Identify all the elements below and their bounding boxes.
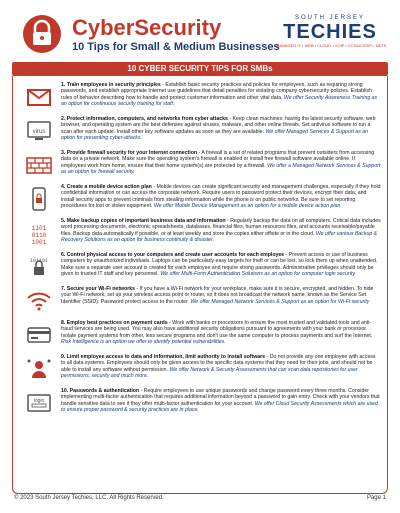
tip-item xyxy=(17,286,381,316)
tip-body: - A firewall is a set of related programs that prevent outsiders from accessing data on a private network. Make sure the operating system's firewall is enabled or install free firewall software available online. If employees work from home, ensure that their home system(s) are protected by a firewall. xyxy=(61,150,375,169)
tip-offer: We offer Security Awareness Training as an option for continuous security training for staff. xyxy=(61,94,378,107)
tip-offer: We offer Managed Services & Support as an option for preventing cyber-attacks. xyxy=(61,128,369,141)
tip-offer: We offer Network & Security Assessments that can scan data repositories for user permissions, security and much more. xyxy=(61,366,358,379)
tip-body: - Work with banks or processors to ensure the most trusted and validated tools and anti-fraud services are being used. You may also have additional security obligations pursuant to agreements with your bank or processor. Isolate payment systems from other, less secure programs and don't use the same computer to process payments and surf the Internet. xyxy=(61,320,373,339)
tip-text xyxy=(61,82,381,107)
brand-tagline: MANAGED IT • WEB • CLOUD • VOIP • CCSA/CISSP • NETS xyxy=(276,43,387,48)
page-title: CyberSecurity xyxy=(72,15,222,40)
tip-heading: 6. Control physical access to your computers and create user accounts for each employee xyxy=(61,252,285,258)
tip-item xyxy=(17,116,381,146)
page-subtitle: 10 Tips for Small & Medium Businesses xyxy=(72,41,280,53)
tip-offer: We offer Mobile Device Management as an option for a mobile device action plan. xyxy=(153,202,342,209)
tip-text xyxy=(61,252,381,277)
tip-body: - Do not provide any one employee with access to all data systems. Employees should only be given access to the specific data systems that they need for their jobs, and should not be able to install any software without permission. xyxy=(61,354,376,373)
tip-text xyxy=(61,286,381,305)
tip-heading: 1. Train employees in security principles xyxy=(61,82,161,88)
tip-item xyxy=(17,150,381,180)
tip-text xyxy=(61,184,381,209)
user-network-icon xyxy=(17,354,61,384)
tip-body: - Regularly backup the data on all computers. Critical data includes word processing documents, electronic spreadsheets, databases, financial files, human resources files, and accounts receivable/payable files. Backup data automatically if possible, or at least weekly and store the copies either offsite or in the cloud. xyxy=(61,218,381,237)
svg-text:0110: 0110 xyxy=(31,232,47,239)
tip-text xyxy=(61,354,381,379)
tip-item xyxy=(17,184,381,214)
brand-small-text: SOUTH JERSEY xyxy=(294,15,365,21)
tip-text xyxy=(61,150,381,175)
tip-body: - If you have a Wi-Fi network for your workplace, make sure it is secure, encrypted, and hidden. To hide your Wi-Fi network, set up your wireless access point or router, so it does not broadcast the network name, known as the Service Set Identifier (SSID). Password protect access to the router. xyxy=(61,286,374,305)
binary-lock-icon xyxy=(17,252,61,282)
svg-text:virus: virus xyxy=(32,129,46,135)
tip-offer: We offer various Backup & Recovery Solutions as an option for business continuity & disaster. xyxy=(61,230,378,243)
payment-card-icon xyxy=(17,320,61,350)
tip-heading: 10. Passwords & authentication xyxy=(61,388,140,394)
tip-item xyxy=(17,388,381,418)
page-number: Page 1 xyxy=(366,495,386,501)
header xyxy=(12,8,388,58)
tip-heading: 7. Secure your Wi-Fi networks xyxy=(61,286,136,292)
tip-heading: 3. Provide firewall security for your Internet connection xyxy=(61,150,198,156)
wifi-icon xyxy=(17,286,61,316)
tip-heading: 2. Protect information, computers, and networks from cyber attacks xyxy=(61,116,228,122)
brand-logo xyxy=(276,14,387,49)
brand-name: TECHIES xyxy=(283,21,377,43)
tip-offer: We offer Multi-Form Authentication Solutions as an option for computer login security. xyxy=(160,270,356,277)
tip-body: - Establish basic security practices and policies for employees, such as requiring strong passwords, and establish appropriate Internet use guidelines that detail penalties for violating company cybersecurity policies. Establish rules of behavior describing how to handle and protect customer information and other vital data. xyxy=(61,82,372,101)
tip-body: - Prevent access or use of business computers by unauthorized individuals. Laptops can be particularly easy targets for theft or can be lost, so lock them up when unattended. Make sure a separate user account is created for each employee and require strong passwords. Administrative privileges should only be given to trusted IT staff and key personnel. xyxy=(61,252,378,277)
login-icon xyxy=(17,388,61,418)
tip-body: - Require employees to use unique passwords and change password every three months. Consider implementing multi-factor authentication that requires additional information beyond a password to gain entry. Check with your vendors that handle sensitive data to see if they offer multi-factor authentication for your account. xyxy=(61,388,380,407)
tip-item xyxy=(17,252,381,282)
tips-frame xyxy=(12,76,388,494)
svg-text:1001: 1001 xyxy=(31,239,47,246)
tip-offer: Risk Intelligence is an option we offer to identify potential vulnerabilities. xyxy=(61,338,226,345)
tip-text xyxy=(61,116,381,141)
binary-data-icon xyxy=(17,218,61,248)
mobile-lock-icon xyxy=(17,184,61,214)
tip-item xyxy=(17,354,381,384)
tip-item xyxy=(17,218,381,248)
svg-text:1101: 1101 xyxy=(31,225,47,232)
title-block xyxy=(72,16,280,54)
firewall-icon xyxy=(17,150,61,180)
tip-text xyxy=(61,218,381,243)
tip-text xyxy=(61,320,381,345)
tip-item xyxy=(17,82,381,112)
tip-item xyxy=(17,320,381,350)
email-alert-icon xyxy=(17,82,61,112)
tip-heading: 9. Limit employee access to data and information, limit authority to install software xyxy=(61,354,266,360)
section-banner: 10 CYBER SECURITY TIPS FOR SMBs xyxy=(12,62,388,76)
tip-heading: 5. Make backup copies of important business data and information xyxy=(61,218,226,224)
svg-text:login: login xyxy=(33,398,45,404)
tip-body: - Keep clean machines: having the latest security software, web browser, and operating system are the best defenses against viruses, malware, and other online threats. Set antivirus software to run a scan after each update. Install other key software updates as soon as they are available. xyxy=(61,116,376,135)
tip-text xyxy=(61,388,381,413)
lock-icon xyxy=(22,14,62,54)
tip-heading: 4. Create a mobile device action plan xyxy=(61,184,152,190)
tip-offer: We offer Managed Network Services & Support as an option for Wi-Fi security xyxy=(190,298,370,305)
copyright-text: © 2023 South Jersey Techies, LLC. All Rights Reserved. xyxy=(14,495,164,501)
footer xyxy=(14,495,386,501)
tip-offer: We offer a Managed Network Services & Support as an option for firewall security. xyxy=(61,162,381,175)
svg-text:101101: 101101 xyxy=(29,258,49,264)
virus-icon xyxy=(17,116,61,146)
tip-offer: We offer Cloud Security Assessments which are used to ensure proper password & security practices are in place. xyxy=(61,400,378,413)
tip-body: - Mobile devices can create significant security and management challenges, especially if they hold confidential information or can access the corporate network. Require users to password protect their devices, encrypt their data, and install security apps to prevent criminals from stealing information while the phone is on public networks. Be sure to set reporting procedures for lost or stolen equipment. xyxy=(61,184,381,209)
tip-heading: 8. Employ best practices on payment cards xyxy=(61,320,168,326)
